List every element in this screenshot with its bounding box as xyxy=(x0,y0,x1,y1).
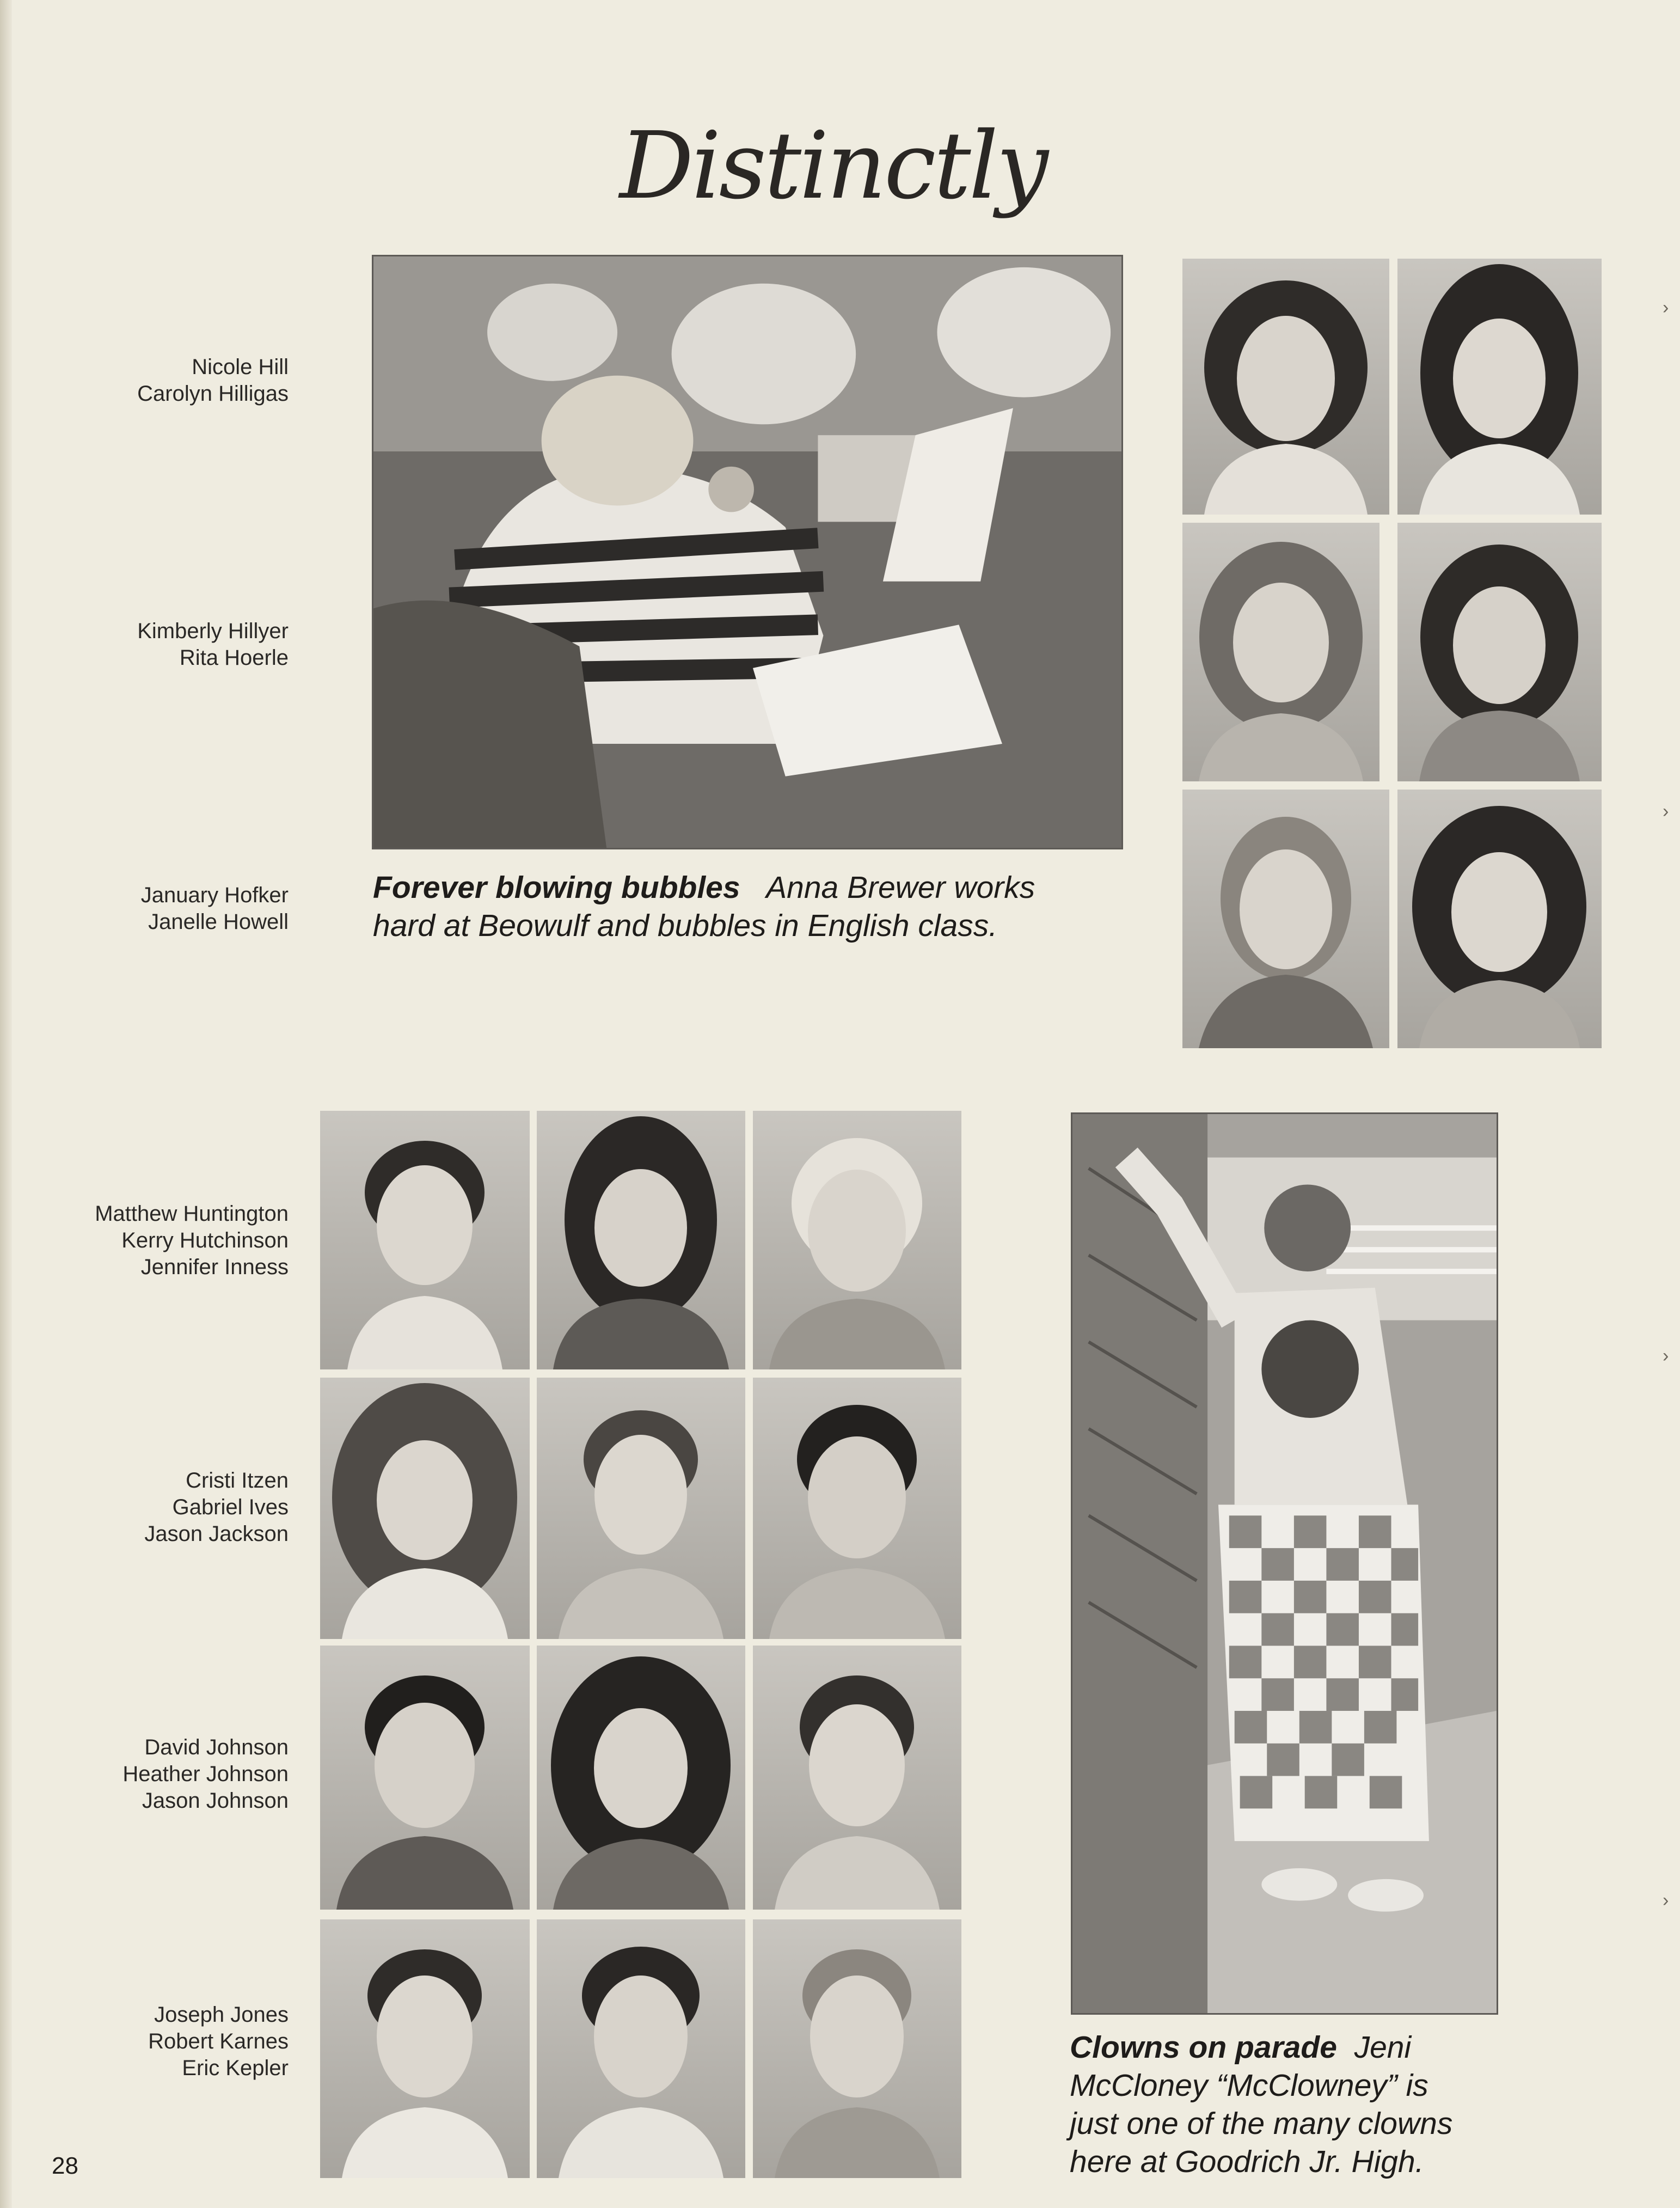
name-group-2 xyxy=(22,618,289,671)
student-name: January Hofker xyxy=(140,883,289,907)
student-name: Heather Johnson xyxy=(122,1762,289,1786)
hallway-caption-line4: here at Goodrich Jr. High. xyxy=(1070,2144,1424,2179)
student-name: Jason Jackson xyxy=(144,1522,289,1546)
portrait-matthew-huntington xyxy=(320,1111,530,1369)
hallway-caption-line2: McCloney “McClowney” is xyxy=(1070,2068,1428,2103)
portrait-carolyn-hilligas xyxy=(1397,259,1602,515)
portrait-janelle-howell xyxy=(1397,790,1602,1048)
portrait-rita-hoerle xyxy=(1397,523,1602,781)
hallway-caption-headline: Clowns on parade xyxy=(1070,2030,1337,2065)
student-name: Matthew Huntington xyxy=(95,1202,289,1226)
page-edge xyxy=(0,0,12,2208)
name-group-5 xyxy=(22,1467,289,1548)
student-name: Jennifer Inness xyxy=(140,1255,289,1279)
student-name: Robert Karnes xyxy=(148,2029,289,2053)
binder-hole-mark: › xyxy=(1663,1890,1669,1911)
student-name: Kimberly Hillyer xyxy=(137,619,289,643)
student-name: Rita Hoerle xyxy=(179,646,289,670)
classroom-photo xyxy=(372,255,1123,849)
page-number: 28 xyxy=(52,2152,78,2179)
student-name: Joseph Jones xyxy=(154,2003,289,2027)
portrait-cristi-itzen xyxy=(320,1378,530,1639)
hallway-clown-photo xyxy=(1071,1112,1498,2015)
binder-hole-mark: › xyxy=(1663,297,1669,318)
classroom-caption-line2: hard at Beowulf and bubbles in English class. xyxy=(373,908,998,943)
portrait-jason-johnson xyxy=(753,1646,961,1910)
name-group-1 xyxy=(22,354,289,407)
portrait-jason-jackson xyxy=(753,1378,961,1639)
portrait-joseph-jones xyxy=(320,1919,530,2178)
name-group-7 xyxy=(22,2002,289,2082)
portrait-eric-kepler xyxy=(753,1919,961,2178)
portrait-kerry-hutchinson xyxy=(537,1111,745,1369)
student-name: Janelle Howell xyxy=(148,910,289,934)
hallway-caption-line1: Jeni xyxy=(1354,2030,1412,2065)
portrait-jennifer-inness xyxy=(753,1111,961,1369)
student-name: David Johnson xyxy=(144,1735,289,1759)
student-name: Cristi Itzen xyxy=(186,1469,289,1493)
portrait-david-johnson xyxy=(320,1646,530,1910)
student-name: Jason Johnson xyxy=(142,1789,289,1813)
student-name: Kerry Hutchinson xyxy=(121,1228,289,1252)
portrait-nicole-hill xyxy=(1182,259,1389,515)
portrait-kimberly-hillyer xyxy=(1182,523,1379,781)
hallway-caption xyxy=(1070,2028,1505,2181)
name-group-4 xyxy=(22,1201,289,1281)
portrait-gabriel-ives xyxy=(537,1378,745,1639)
classroom-caption xyxy=(373,868,1135,945)
hallway-caption-line3: just one of the many clowns xyxy=(1070,2106,1453,2141)
portrait-robert-karnes xyxy=(537,1919,745,2178)
binder-hole-mark: › xyxy=(1663,1345,1669,1366)
binder-hole-mark: › xyxy=(1663,801,1669,822)
student-name: Eric Kepler xyxy=(182,2056,289,2080)
name-group-3 xyxy=(22,882,289,935)
student-name: Gabriel Ives xyxy=(172,1495,289,1519)
portrait-heather-johnson xyxy=(537,1646,745,1910)
page-title: Distinctly xyxy=(619,112,1047,220)
classroom-caption-headline: Forever blowing bubbles xyxy=(373,870,740,905)
portrait-january-hofker xyxy=(1182,790,1389,1048)
classroom-caption-line1: Anna Brewer works xyxy=(766,870,1035,905)
student-name: Nicole Hill xyxy=(192,355,289,379)
student-name: Carolyn Hilligas xyxy=(137,382,289,406)
name-group-6 xyxy=(22,1734,289,1814)
